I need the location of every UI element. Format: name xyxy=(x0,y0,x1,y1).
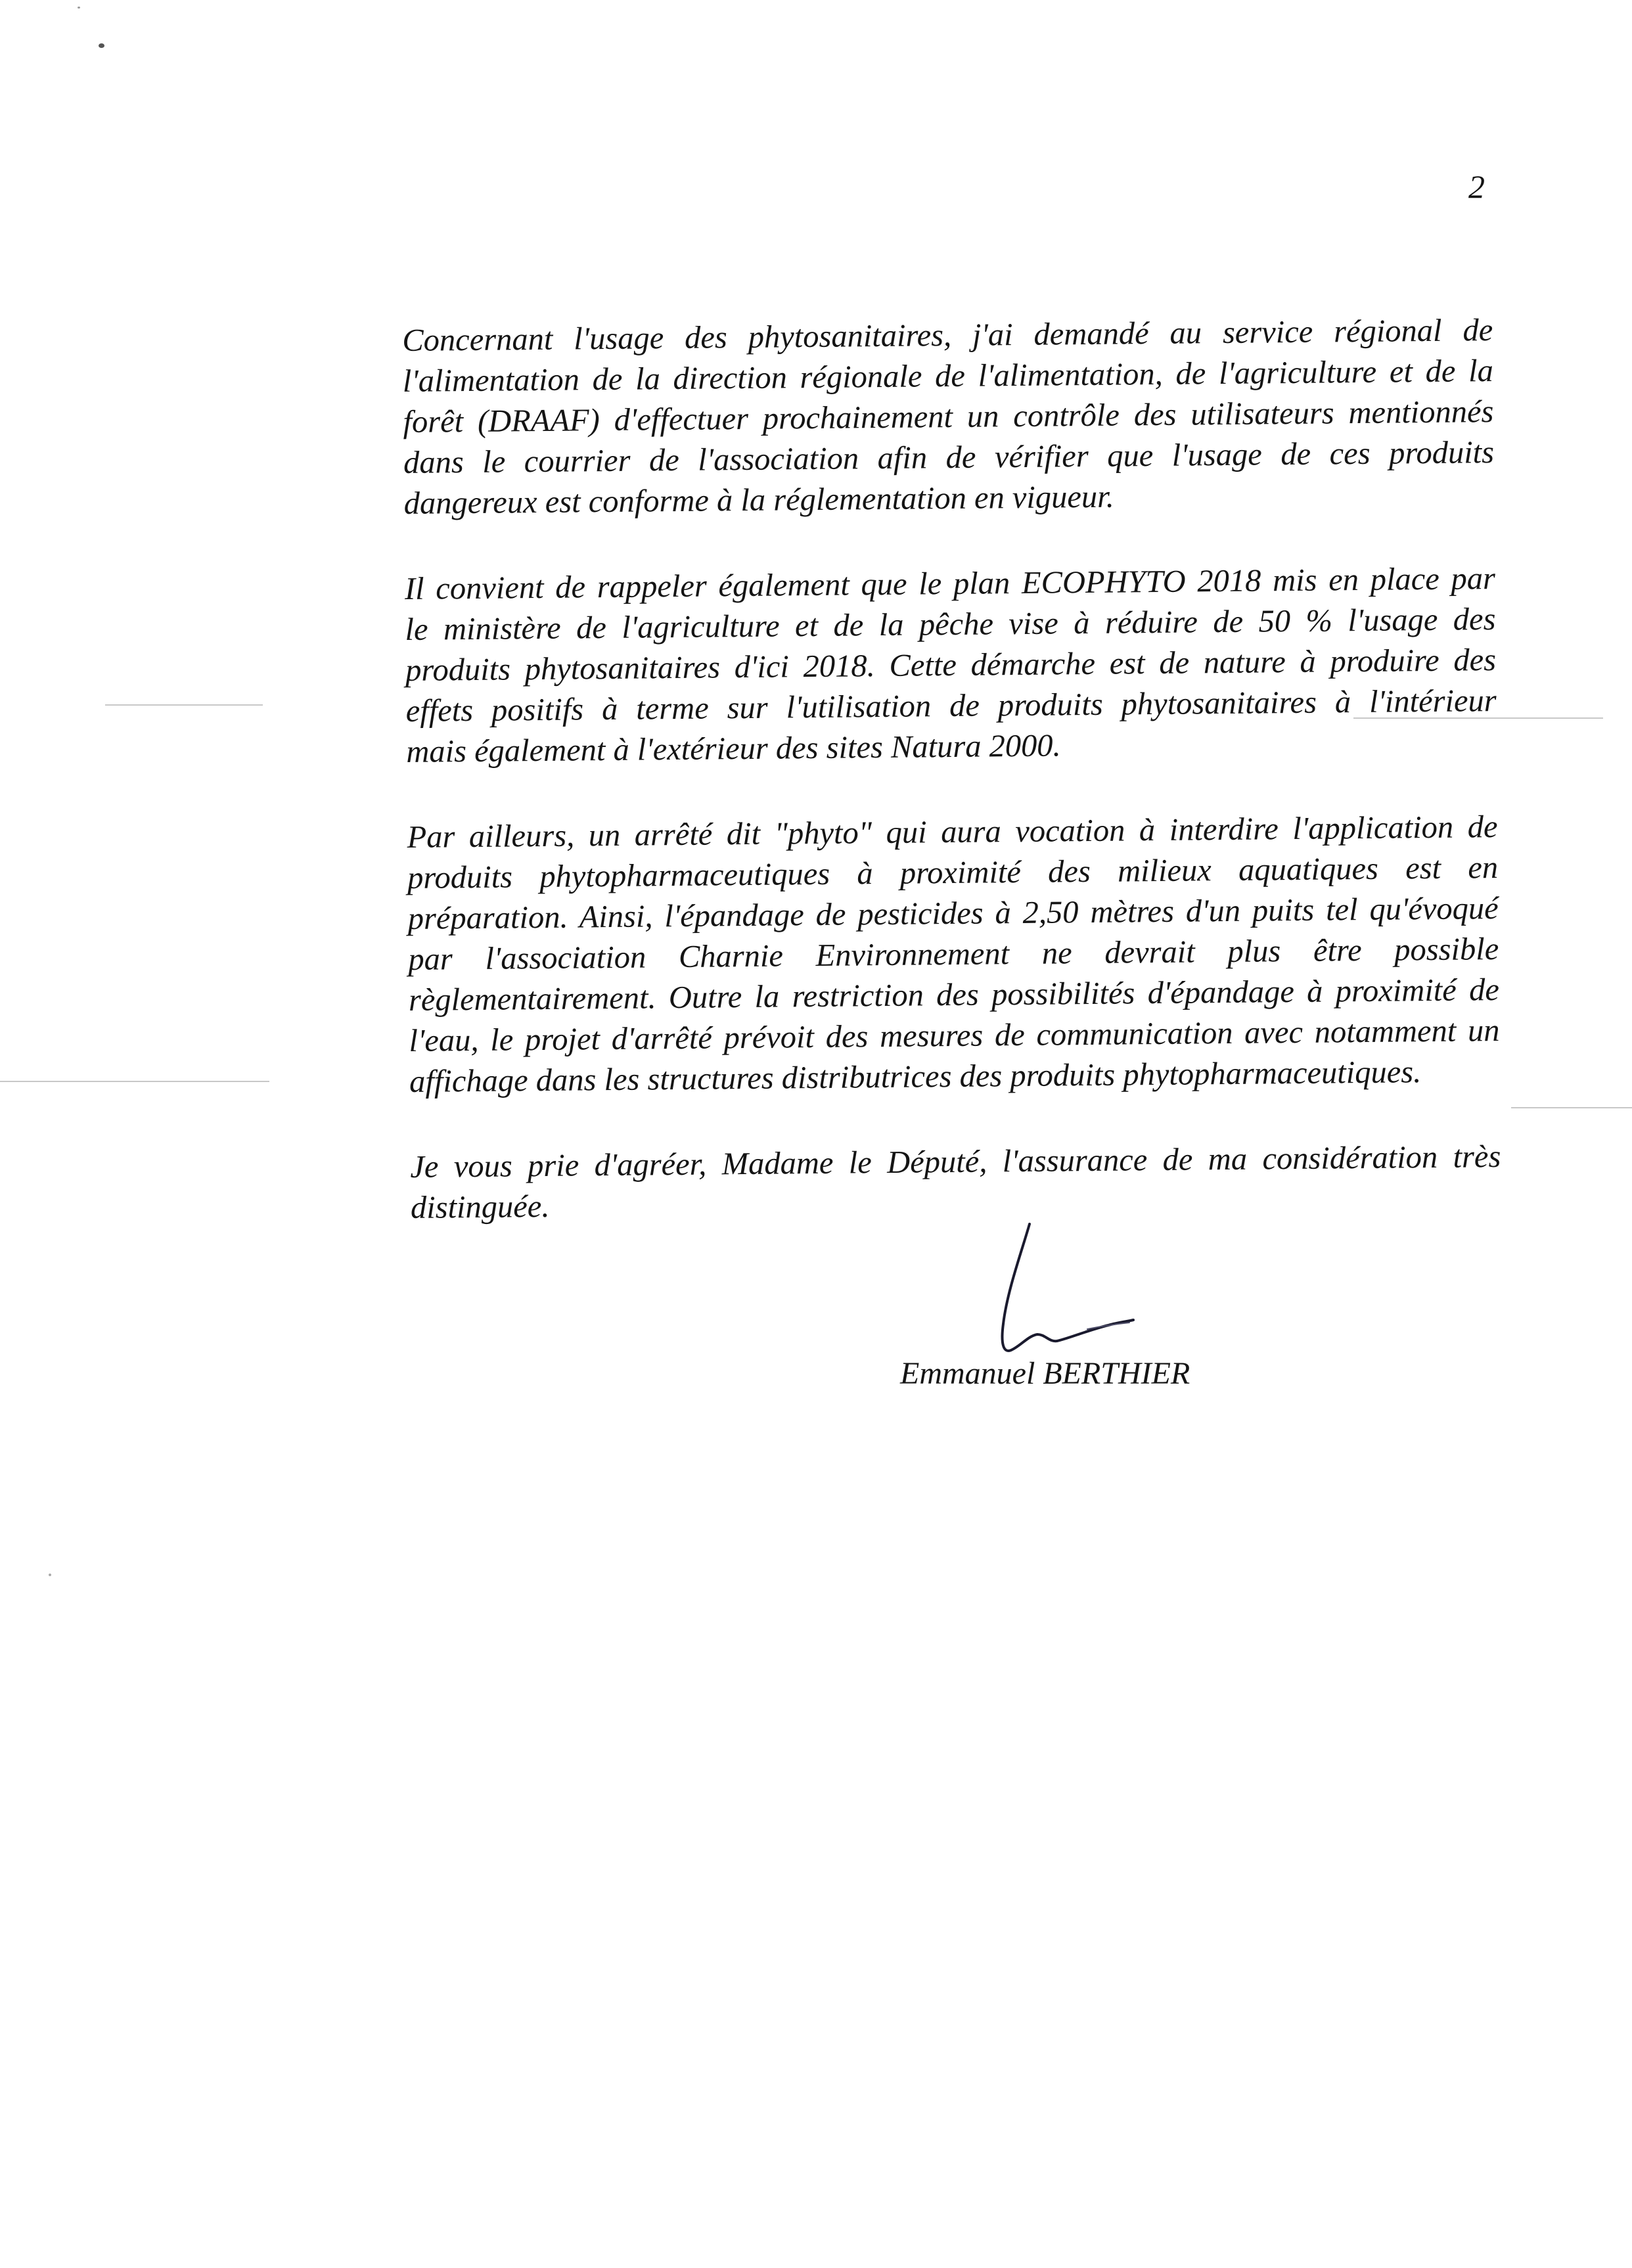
text-line: le ministère de l'agriculture et de la pêche vise à réduire de 50 % l'usage des xyxy=(405,602,1496,647)
text-line: produits phytopharmaceutiques à proximité des milieux aquatiques est en xyxy=(407,850,1499,896)
text-line: par l'association Charnie Environnement ne devrait plus être possible xyxy=(408,932,1499,977)
page-number: 2 xyxy=(1468,168,1485,205)
text-line: l'alimentation de la direction régionale de l'alimentation, de l'agriculture et de la xyxy=(402,353,1494,399)
text-line: Il convient de rappeler également que le plan ECOPHYTO 2018 mis en place par xyxy=(404,561,1496,606)
paragraph-arrete-phyto xyxy=(407,807,1500,1102)
text-line: règlementairement. Outre la restriction des possibilités d'épandage à proximité de xyxy=(408,972,1500,1018)
handwritten-signature xyxy=(989,1219,1146,1370)
text-line: effets positifs à terme sur l'utilisation de produits phytosanitaires à l'intérieur xyxy=(405,683,1497,729)
scan-speck xyxy=(99,43,104,48)
signature-block xyxy=(897,1219,1238,1403)
text-line: dangereux est conforme à la réglementation en vigueur. xyxy=(403,479,1115,521)
text-line: Je vous prie d'agréer, Madame le Député, l'assurance de ma considération très xyxy=(410,1139,1501,1185)
text-line: produits phytosanitaires d'ici 2018. Cette démarche est de nature à produire des xyxy=(405,643,1497,688)
text-line: l'eau, le projet d'arrêté prévoit des mesures de communication avec notamment un xyxy=(409,1013,1500,1058)
text-line: affichage dans les structures distributrices des produits phytopharmaceutiques. xyxy=(409,1055,1422,1099)
text-line: forêt (DRAAF) d'effectuer prochainement un contrôle des utilisateurs mentionnés xyxy=(403,394,1494,440)
paragraph-closing xyxy=(410,1137,1501,1229)
scan-line xyxy=(105,704,263,706)
scan-speck xyxy=(49,1574,51,1576)
text-line: Par ailleurs, un arrêté dit "phyto" qui aura vocation à interdire l'application de xyxy=(407,809,1498,855)
text-line: préparation. Ainsi, l'épandage de pesticides à 2,50 mètres d'un puits tel qu'évoqué xyxy=(407,891,1499,936)
text-line: Concernant l'usage des phytosanitaires, j'ai demandé au service régional de xyxy=(402,313,1493,358)
text-line: distinguée. xyxy=(410,1189,550,1225)
letter-body xyxy=(402,310,1502,1273)
scan-line xyxy=(1511,1107,1632,1108)
text-line: mais également à l'extérieur des sites Natura 2000. xyxy=(406,728,1061,769)
signer-name: Emmanuel BERTHIER xyxy=(900,1356,1190,1391)
text-line: dans le courrier de l'association afin de vérifier que l'usage de ces produits xyxy=(403,435,1495,480)
scan-line xyxy=(0,1081,269,1082)
paragraph-ecophyto xyxy=(405,558,1497,773)
scan-speck xyxy=(78,7,80,9)
paragraph-phytosanitaires xyxy=(402,310,1495,524)
